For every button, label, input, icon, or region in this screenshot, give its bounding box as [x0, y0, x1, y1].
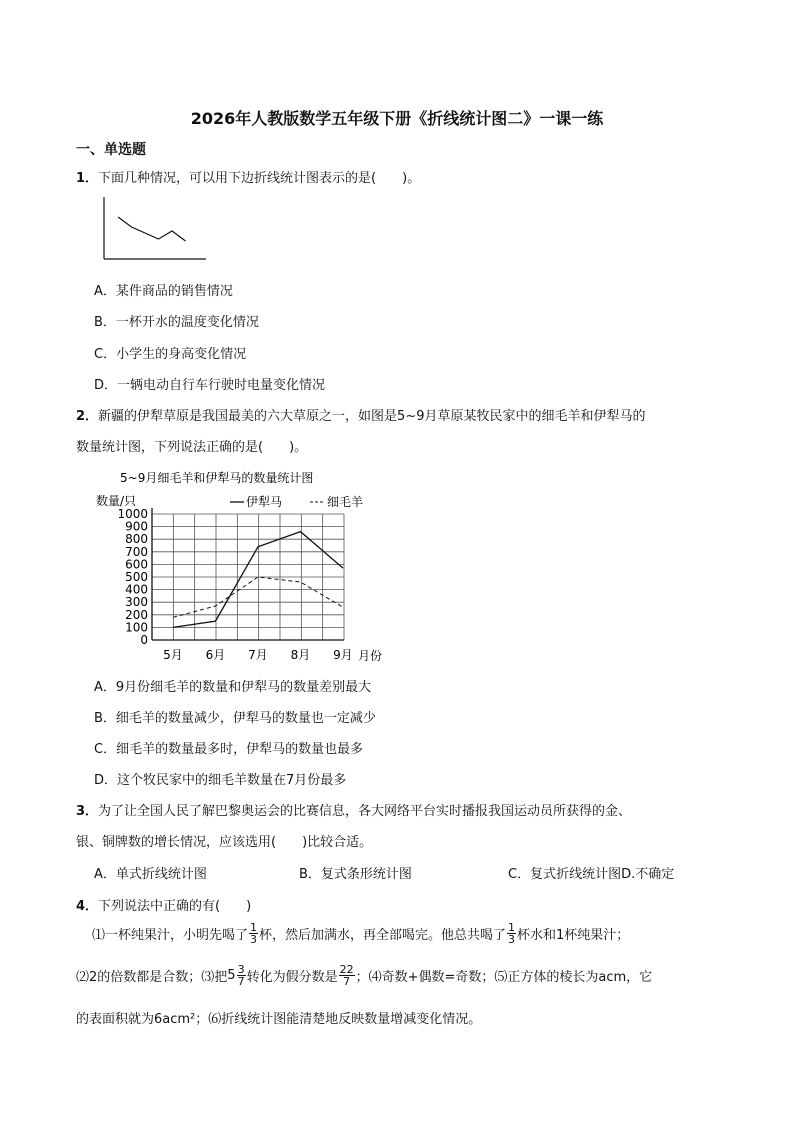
question-number: 1． — [76, 171, 99, 186]
x-tick-label: 9月 — [333, 648, 353, 662]
option-c[interactable]: C．细毛羊的数量最多时，伊犁马的数量也最多 — [94, 742, 364, 757]
fraction-one-third: $\frac{1}{3}$ — [250, 921, 258, 946]
y-tick-label: 1000 — [117, 507, 148, 521]
legend — [230, 494, 363, 509]
statement-2-part-c: ；⑷奇数+偶数=奇数；⑸正方体的棱长为acm，它 — [355, 970, 653, 985]
x-tick-label: 6月 — [205, 648, 226, 662]
series-line — [118, 217, 186, 241]
chart-title: 5~9月细毛羊和伊犁马的数量统计图 — [120, 471, 314, 485]
y-tick-label: 800 — [125, 532, 148, 547]
option-d[interactable]: D．这个牧民家中的细毛羊数量在7月份最多 — [94, 773, 347, 788]
option-a[interactable]: A．单式折线统计图 — [94, 867, 207, 882]
question-text: 下面几种情况，可以用下边折线统计图表示的是( )。 — [98, 171, 421, 186]
question-text-line1: 新疆的伊犁草原是我国最美的六大草原之一，如图是5~9月草原某牧民家中的细毛羊和伊犁马的 — [98, 409, 646, 424]
question-number: 3． — [76, 804, 99, 819]
legend-sheep: 细毛羊 — [327, 495, 364, 509]
fraction-improper: $\frac{22}{7}$ — [339, 963, 354, 988]
y-tick-label: 500 — [125, 570, 148, 584]
statement-2-part-b: 转化为假分数是 — [246, 970, 338, 985]
y-tick-label: 700 — [125, 544, 148, 559]
question-text-line1: 为了让全国人民了解巴黎奥运会的比赛信息，各大网络平台实时播报我国运动员所获得的金、 — [98, 804, 632, 819]
option-a[interactable]: A．9月份细毛羊的数量和伊犁马的数量差别最大 — [94, 680, 372, 695]
y-tick-label: 0 — [140, 633, 148, 647]
y-tick-label: 400 — [125, 582, 148, 597]
question-number: 2． — [76, 409, 99, 424]
x-tick-label: 8月 — [290, 648, 311, 662]
option-c[interactable]: C．复式折线统计图D.不确定 — [508, 867, 675, 882]
y-tick-label: 900 — [125, 519, 148, 534]
x-axis-label: 月份 — [358, 649, 383, 663]
option-d[interactable]: D．一辆电动自行车行驶时电量变化情况 — [94, 378, 326, 393]
y-tick-label: 200 — [125, 607, 148, 622]
question-text-line2: 数量统计图，下列说法正确的是( )。 — [76, 440, 308, 455]
question-3 — [76, 800, 631, 819]
x-tick-label: 7月 — [248, 648, 268, 662]
section-heading: 一、单选题 — [76, 142, 146, 158]
fraction-one-third: $\frac{1}{3}$ — [508, 921, 516, 946]
question-1 — [76, 167, 420, 186]
statement-1-part-c: 杯水和1杯纯果汁； — [517, 928, 630, 943]
option-b[interactable]: B．一杯开水的温度变化情况 — [94, 315, 259, 330]
series-sheep-line — [173, 577, 343, 617]
statement-line-1 — [92, 922, 629, 945]
question-4 — [76, 895, 251, 914]
legend-horse: 伊犁马 — [246, 495, 283, 509]
option-b[interactable]: B．复式条形统计图 — [299, 867, 412, 882]
option-b[interactable]: B．细毛羊的数量减少，伊犁马的数量也一定减少 — [94, 711, 376, 726]
option-a[interactable]: A．某件商品的销售情况 — [94, 284, 233, 299]
y-tick-label: 100 — [125, 620, 148, 635]
question-number: 4． — [76, 899, 99, 914]
mixed-number: 5 $\frac{3}{7}$ — [227, 963, 245, 988]
series-horse-line — [173, 532, 343, 628]
y-axis-label: 数量/只 — [96, 494, 137, 508]
statement-line-3: 的表面积就为6acm²；⑹折线统计图能清楚地反映数量增减变化情况。 — [76, 1012, 482, 1027]
option-c[interactable]: C．小学生的身高变化情况 — [94, 347, 247, 362]
question-text: 下列说法中正确的有( ) — [98, 899, 252, 914]
question-text-line2: 银、铜牌数的增长情况，应该选用( )比较合适。 — [76, 835, 373, 850]
y-tick-label: 600 — [125, 557, 148, 572]
question-2 — [76, 405, 645, 424]
x-tick-label: 5月 — [163, 648, 183, 662]
y-tick-label: 300 — [125, 595, 148, 610]
statement-1-part-a: ⑴一杯纯果汁，小明先喝了 — [92, 928, 249, 943]
statement-2-part-a: ⑵2的倍数都是合数；⑶把 — [76, 970, 228, 985]
page-title: 2026年人教版数学五年级下册《折线统计图二》一课一练 — [190, 109, 604, 128]
chart-q1 — [98, 193, 210, 263]
chart-q2 — [90, 462, 400, 668]
statement-1-part-b: 杯，然后加满水，再全部喝完。他总共喝了 — [259, 928, 507, 943]
statement-line-2 — [76, 964, 652, 987]
